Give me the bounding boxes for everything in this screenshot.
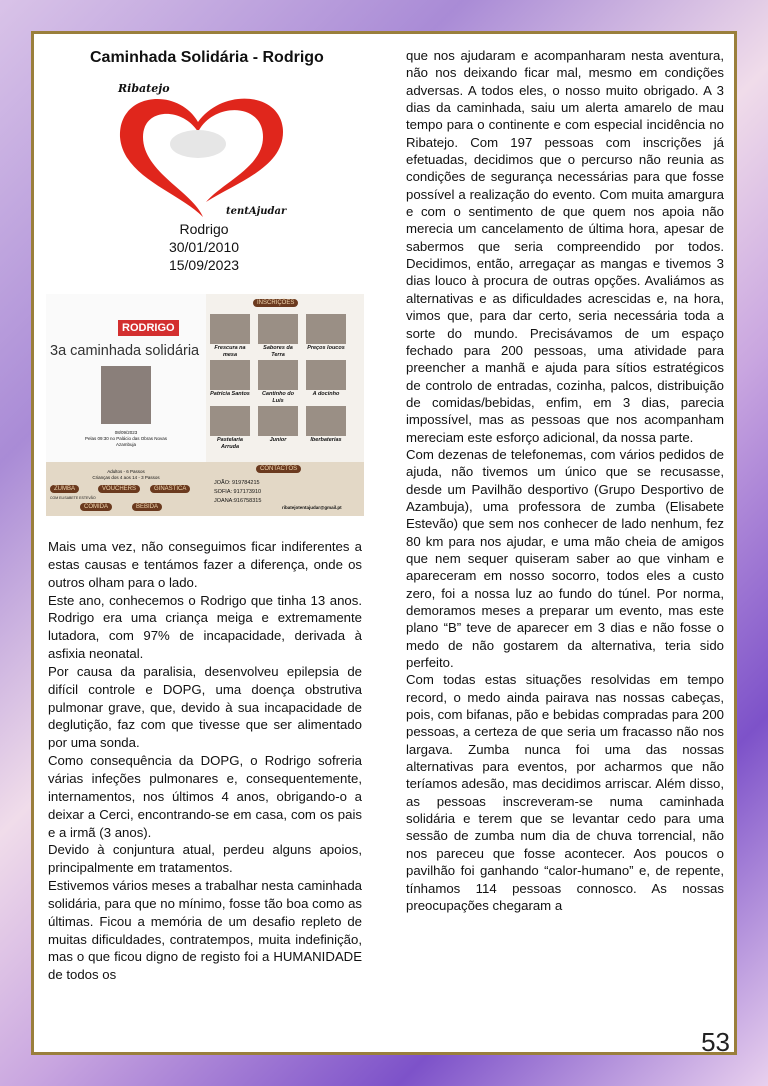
shop-label: Frescura na mesa	[214, 345, 246, 358]
pill-zumba: ZUMBA	[50, 485, 79, 493]
pill-vouchers: VOUCHERS	[98, 485, 140, 493]
birth-date: 30/01/2010	[168, 239, 240, 255]
contact: JOANA:916758315	[214, 498, 262, 504]
shop-label: Preços loucos	[307, 345, 345, 351]
paragraph: Com dezenas de telefonemas, com vários pedidos de ajuda, não tivemos um único que se recusasse, desde um Pavilhão desportivo (Grupo Desportivo de Azambuja), uma professora de zumba (Elisabete Estevão) que sem nos conhecer de lado nenhum, fez 80 km para nos ajudar, e uma mão cheia de amigos que nem sequer quiseram saber ao que vinham e apareceram em nosso socorro, todos eles a custo zero, foi a nossa luz ao fundo do túnel. Por norma, demoramos meses a preparar um evento, mas este plano “B” teve de aparecer em 3 dias e não fosse o medo de não gostarem da alternativa, teria sido perfeito.	[406, 446, 724, 671]
right-column-text	[406, 47, 724, 914]
paragraph: Devido à conjuntura atual, perdeu alguns apoios, principalmente em tratamentos.	[48, 842, 362, 876]
pill-ginastica: GINÁSTICA	[150, 485, 190, 493]
page-title: Caminhada Solidária - Rodrigo	[90, 49, 324, 66]
left-column-text	[48, 538, 362, 984]
paragraph: que nos ajudaram e acompanharam nesta aventura, não nos deixando ficar mal, mesmo em condições adversas. A todos eles, o nosso muito obrigado. A 3 dias da caminhada, saiu um alerta amarelo de mau tempo para o continente e com especial incidência no Ribatejo. Com 197 pessoas com inscrições já efetuadas, decidimos que o percurso não reunia as condições de segurança necessárias para que fosse possível a realização do evento. Com muita amargura e com o sentimento de que quem nos apoia não merecia um cancelamento de última hora, apesar de sabermos que seria compreendido por todos. Decidimos, então, arregaçar as mangas e tivemos 3 dias louco à procura de outras opções. Avaliámos as alternativas e as dificuldades acrescidas e, na hora, vimos que, para dar certo, seria necessária toda a sorte do mundo. Precisávamos de um espaço fechado para 200 pessoas, uma atividade para preencher a manhã e ajuda para sítios estratégicos de controlo de entradas, cozinha, palcos, distribuição de comidas/bebidas, enfim, em 3 dias, parecia impossível, mas as pessoas que nos acompanham mereciam este esforço adicional, da nossa parte.	[406, 48, 724, 445]
paragraph: Por causa da paralisia, desenvolveu epilepsia de difícil controle e DOPG, uma doença obstrutiva pulmonar grave, que, devido à sua incapacidade de deglutição, faz com que tivesse que ser alimentado por uma sonda.	[48, 663, 362, 751]
shop-label: Pastelaria Arruda	[217, 437, 243, 450]
contact: JOÃO: 919784215	[214, 480, 260, 486]
poster-price-adults: Adultos - 6 Passos	[107, 469, 145, 474]
shop-label: Patrícia Santos	[210, 391, 250, 397]
paragraph: Como consequência da DOPG, o Rodrigo sofreria várias infeções pulmonares e, consequentemente, internamentos, nos últimos 4 anos, obrigando-o a deixar a Cerci, encontrando-se em casa, com os pais e a irmã (3 anos).	[48, 753, 362, 840]
poster-photo	[101, 366, 151, 424]
poster-date: 08/09/2023	[114, 430, 138, 435]
page-number: 53	[701, 1027, 730, 1057]
memorial-dates	[144, 220, 264, 274]
logo-text-top: Ribatejo	[118, 82, 170, 95]
shop-label: Sabores da Terra	[263, 345, 293, 358]
name: Rodrigo	[179, 221, 229, 237]
page	[31, 31, 737, 1055]
paragraph: Este ano, conhecemos o Rodrigo que tinha 13 anos. Rodrigo era uma criança meiga e extremamente lutadora, com 97% de incapacidade, derivada à asfixia neonatal.	[48, 592, 362, 662]
contact: SOFIA: 917173910	[214, 489, 262, 495]
shop-label: Cantinho do Luís	[261, 391, 295, 404]
paragraph: Estivemos vários meses a trabalhar nesta caminhada solidária, para que no mínimo, fosse tão boa como as últimas. Ficou a memória de um desafio repleto de muitas dificuldades, contratempos, muita indefinição, mas o que ficou digno de registo foi a HUMANIDADE de todos os	[48, 878, 362, 983]
event-poster	[46, 294, 364, 516]
paragraph: Mais uma vez, não conseguimos ficar indiferentes a estas causas e tentámos fazer a diferença, onde os outros olham para o lado.	[48, 539, 362, 590]
poster-town: Azambuja	[115, 442, 136, 447]
pill-bebida: BEBIDA	[132, 503, 162, 511]
shop-label: A docinho	[312, 391, 340, 397]
logo-text-bottom: tentAjudar	[226, 206, 287, 217]
poster-headline: 3a caminhada solidária	[50, 343, 200, 359]
pill-contactos: CONTACTOS	[256, 465, 301, 473]
death-date: 15/09/2023	[168, 257, 240, 273]
pill-inscricoes: INSCRIÇÕES	[253, 299, 298, 307]
shop-label: Junior	[269, 437, 287, 443]
zumba-note: COM ELISABETE ESTEVÃO	[50, 496, 96, 500]
heart-icon	[98, 82, 298, 222]
paragraph: Com todas estas situações resolvidas em tempo record, o medo ainda pairava nas nossas cabeças, pois, com bifanas, pão e bebidas compradas para 200 pessoas, a certeza de que seria um fracasso não nos largava. Zumba nunca foi uma das nossas alternativas para eventos, por acharmos que não teríamos adesão, mas decidimos arriscar. Além disso, as pessoas inscreveram-se numa caminhada solidária e terem que se levantar cedo para uma sessão de zumba num dia de chuva torrencial, não nos pareceu que fosse acontecer. Aos poucos o pavilhão foi ganhando “calor-humano” e, de repente, tínhamos 114 pessoas connosco. As nossas preocupações chegaram a	[406, 672, 724, 913]
poster-price-kids: Crianças dos 4 aos 14 - 3 Passos	[92, 475, 160, 480]
poster-name: RODRIGO	[118, 320, 179, 336]
shop-label: Iberbaterias	[310, 437, 342, 443]
ribatejo-tentajudar-logo	[98, 82, 298, 222]
poster-place: Pelas 09:30 no Palácio das Obras Novas	[84, 436, 168, 441]
poster-email: ribatejotentajudar@gmail.pt	[282, 505, 342, 510]
pill-comida: COMIDA	[80, 503, 112, 511]
